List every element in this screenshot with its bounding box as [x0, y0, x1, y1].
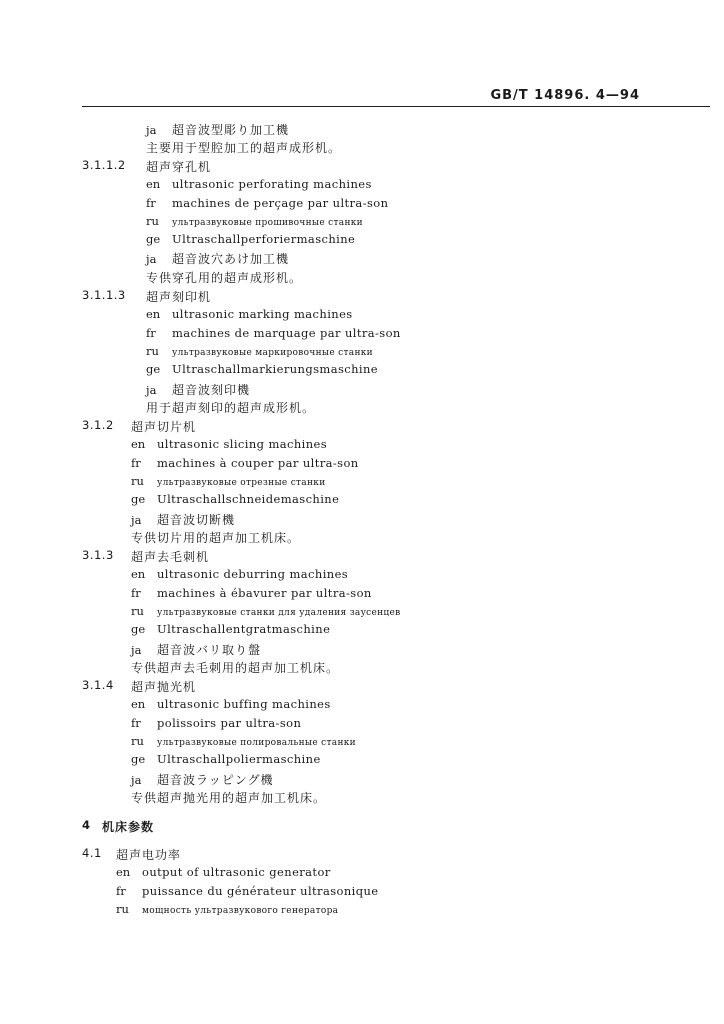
- lang-code: ge: [146, 232, 161, 246]
- section-title: 超声刻印机: [146, 290, 212, 304]
- term-row-ge: [146, 362, 378, 376]
- lang-code: ru: [116, 902, 129, 916]
- term-row-ru: [146, 214, 363, 228]
- term-row-fr: [116, 884, 379, 898]
- section-number: 3.1.1.2: [82, 158, 126, 172]
- term-text: machines de perçage par ultra-son: [172, 196, 389, 210]
- term-row-ru: [131, 474, 326, 488]
- term-text: output of ultrasonic generator: [142, 865, 331, 879]
- term-text: Ultraschallschneidemaschine: [157, 492, 340, 506]
- term-row-ru: [116, 902, 338, 916]
- term-text: ультразвуковые полировальные станки: [157, 738, 356, 748]
- lang-code: ru: [131, 604, 144, 618]
- section-number: 3.1.3: [82, 548, 114, 562]
- lang-code: ru: [131, 734, 144, 748]
- lang-code: fr: [131, 716, 141, 730]
- lang-code: fr: [146, 196, 156, 210]
- term-text: 超音波バリ取り盤: [157, 643, 262, 657]
- term-text: ультразвуковые прошивочные станки: [172, 218, 363, 228]
- term-row-en: [146, 307, 353, 321]
- section-number: 3.1.1.3: [82, 288, 126, 302]
- term-row-en: [131, 437, 327, 451]
- lang-code: ja: [146, 383, 157, 397]
- term-text: 超音波穴あけ加工機: [172, 252, 290, 266]
- term-row-ja: [131, 641, 261, 658]
- header-rule: [82, 106, 710, 107]
- lang-code: en: [146, 177, 161, 191]
- lang-code: en: [146, 307, 161, 321]
- term-text: 超音波刻印機: [172, 383, 251, 397]
- term-row-en: [131, 567, 348, 581]
- term-row-fr: [146, 196, 388, 210]
- term-row-ge: [131, 492, 339, 506]
- lang-code: ru: [146, 344, 159, 358]
- lang-code: fr: [131, 456, 141, 470]
- term-text: Ultraschallmarkierungsmaschine: [172, 362, 378, 376]
- lang-code: ru: [131, 474, 144, 488]
- term-text: ultrasonic marking machines: [172, 307, 353, 321]
- term-text: ultrasonic slicing machines: [157, 437, 328, 451]
- section-number: 4.1: [82, 846, 102, 860]
- term-row-ru: [131, 604, 401, 618]
- term-row-fr: [146, 326, 401, 340]
- section-title: 超声抛光机: [131, 680, 197, 694]
- lang-code: fr: [131, 586, 141, 600]
- lang-code: ja: [131, 643, 142, 657]
- lang-code: en: [116, 865, 131, 879]
- chapter-title: 机床参数: [102, 820, 155, 834]
- term-text: мощность ультразвукового генератора: [142, 906, 339, 916]
- term-text: ультразвуковые отрезные станки: [157, 478, 326, 488]
- lang-code: ja: [131, 513, 142, 527]
- term-definition: 用于超声刻印的超声成形机。: [146, 401, 316, 415]
- section-title: 超声切片机: [131, 420, 197, 434]
- term-row-en: [146, 177, 372, 191]
- term-definition: 专供切片用的超声加工机床。: [131, 531, 301, 545]
- term-row-ja: [131, 511, 235, 528]
- term-definition: 主要用于型腔加工的超声成形机。: [146, 141, 342, 155]
- term-row-ge: [131, 622, 330, 636]
- lang-code: ja: [131, 773, 142, 787]
- term-definition: 专供超声去毛刺用的超声加工机床。: [131, 661, 340, 675]
- term-text: machines à couper par ultra-son: [157, 456, 359, 470]
- lang-code: fr: [116, 884, 126, 898]
- term-definition: 专供超声抛光用的超声加工机床。: [131, 791, 327, 805]
- term-row-fr: [131, 456, 359, 470]
- section-title: 超声电功率: [116, 848, 182, 862]
- term-text: ультразвуковые станки для удаления заусенцев: [157, 608, 401, 618]
- section-number: 3.1.2: [82, 418, 114, 432]
- chapter-number: 4: [82, 818, 91, 832]
- term-row-ge: [146, 232, 355, 246]
- term-row-en: [116, 865, 331, 879]
- lang-code: fr: [146, 326, 156, 340]
- term-text: ultrasonic buffing machines: [157, 697, 331, 711]
- lang-code: en: [131, 437, 146, 451]
- section-title: 超声穿孔机: [146, 160, 212, 174]
- term-row-en: [131, 697, 331, 711]
- term-text: machines à ébavurer par ultra-son: [157, 586, 372, 600]
- section-title: 超声去毛刺机: [131, 550, 210, 564]
- term-text: ultrasonic perforating machines: [172, 177, 372, 191]
- document-header: GB/T 14896. 4—94: [490, 88, 640, 103]
- term-text: Ultraschallpoliermaschine: [157, 752, 321, 766]
- term-row-ru: [146, 344, 373, 358]
- term-row-ja: [131, 771, 274, 788]
- lang-code: ja: [146, 252, 157, 266]
- lang-code: ge: [131, 492, 146, 506]
- term-row-ru: [131, 734, 356, 748]
- term-text: polissoirs par ultra-son: [157, 716, 302, 730]
- term-row-ge: [131, 752, 321, 766]
- lang-code: ja: [146, 123, 157, 137]
- term-row-ja: [146, 250, 289, 267]
- term-row-fr: [131, 716, 301, 730]
- lang-code: en: [131, 567, 146, 581]
- lang-code: ge: [146, 362, 161, 376]
- term-text: 超音波切断機: [157, 513, 236, 527]
- lang-code: ge: [131, 622, 146, 636]
- lang-code: ge: [131, 752, 146, 766]
- term-text: Ultraschallentgratmaschine: [157, 622, 331, 636]
- lang-code: ru: [146, 214, 159, 228]
- term-text: machines de marquage par ultra-son: [172, 326, 401, 340]
- term-text: 超音波ラッピング機: [157, 773, 274, 787]
- term-row-ja: [146, 381, 250, 398]
- term-definition: 专供穿孔用的超声成形机。: [146, 271, 303, 285]
- section-number: 3.1.4: [82, 678, 114, 692]
- term-text: Ultraschallperforiermaschine: [172, 232, 356, 246]
- term-row-fr: [131, 586, 372, 600]
- lang-code: en: [131, 697, 146, 711]
- term-text: puissance du générateur ultrasonique: [142, 884, 379, 898]
- term-text: ультразвуковые маркировочные станки: [172, 348, 373, 358]
- term-text: ultrasonic deburring machines: [157, 567, 349, 581]
- term-row-ja: [146, 121, 289, 138]
- term-text: 超音波型彫り加工機: [172, 123, 290, 137]
